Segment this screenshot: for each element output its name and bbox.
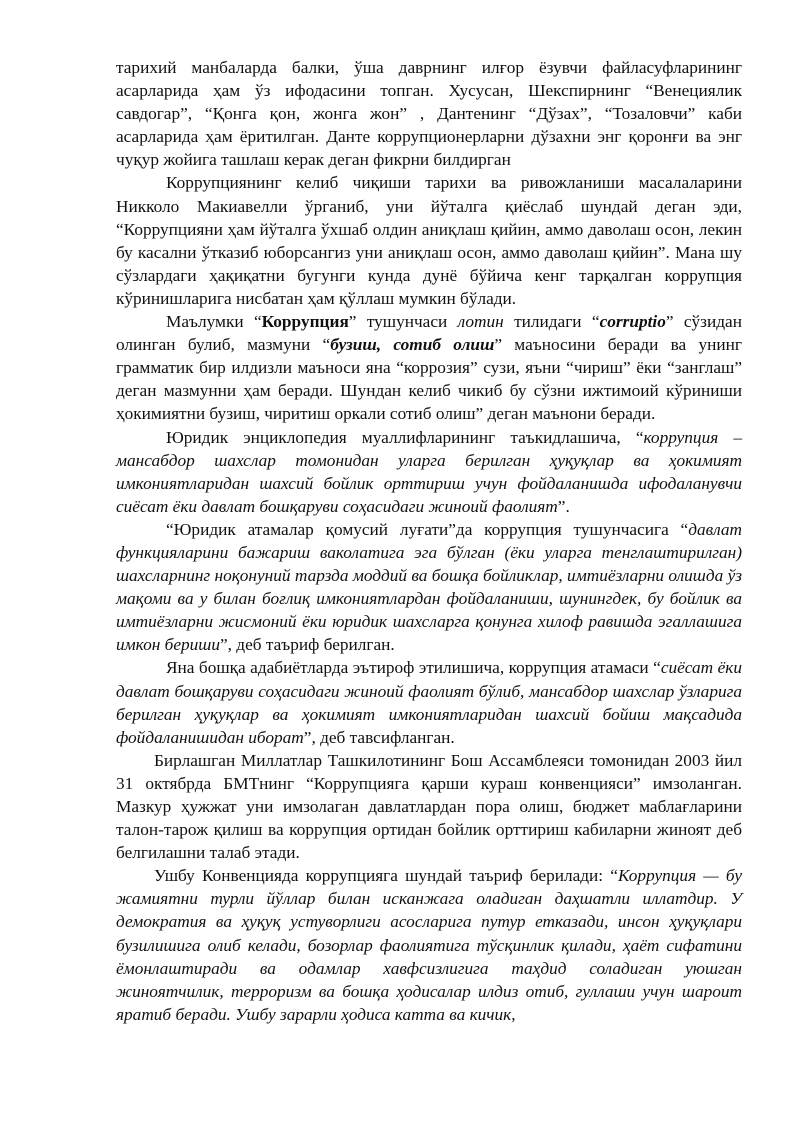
paragraph-8 [116,864,742,1026]
paragraph-3 [116,310,742,425]
text-run: Бирлашган Миллатлар Ташкилотининг Бош Ассамблеяси томонидан 2003 йил 31 октябрда БМТнинг “Коррупцияга қарши кураш конвенцияси” имзоланган. Мазкур ҳужжат уни имзолаган давлатлардан пора олиш, бюджет маблағларини талон-тарож қилиш ва коррупция ортидан бойлик орттириш кабиларни жиноят деб белгилашни талаб этади. [116,750,742,863]
text-run: Маълумки “ [166,312,262,332]
term-bold: Коррупция [261,312,349,332]
text-run: ” маъносини беради ва унинг грамматик бир илдизли маъноси яна “коррозия” сузи, яъни “чириш” ёки “занглаш” деган мазмунни ҳам беради. Шундан келиб чикиб бу сўзни ижтимоий кўриниши ҳокимиятни бузиш, чиритиш оркали сотиб олиш” деган маънони беради. [116,335,742,424]
text-run: “Юридик атамалар қомусий луғати”да коррупция тушунчасига “ [166,519,689,539]
term-italic: лотин [457,312,504,332]
paragraph-1 [116,56,742,171]
definition-italic: давлат функцияларини бажариш ваколатига эга бўлган (ёки уларга тенглаштирилган) шахсларнинг ноқонуний тарзда моддий ва бошқа бойликлар, имтиёзларни олишда ўз мақоми ва у билан боғлиқ имкониятлардан фойдаланиши, шунингдек, бу бойлик ва имтиёзларни жисмоний ёки юридик шахсларга қонунга хилоф равишда эгаллашига имкон бериши [116,519,742,655]
text-run: ” тушунчаси [348,312,458,332]
term-bold-italic: corruptio [599,312,666,332]
paragraph-4 [116,426,742,518]
text-run: ”, деб таъриф берилган. [219,635,395,655]
text-run: Яна бошқа адабиётларда эътироф этилишича, коррупция атамаси “ [166,658,661,678]
text-run: тарихий манбаларда балки, ўша даврнинг илғор ёзувчи файласуфларининг асарларида ҳам ўз ифодасини топган. Хусусан, Шекспирнинг “Венециялик савдогар”, “Қонга қон, жонга жон” , Дантенинг “Дўзах”, “Тозаловчи” каби асарларида ҳам ёритилган. Данте коррупционерларни дўзахни энг қоронғи ва энг чуқур жойига ташлаш керак деган фикрни билдирган [116,58,742,170]
text-run: Ушбу Конвенцияда коррупцияга шундай таъриф берилади: “ [154,866,618,886]
paragraph-5 [116,518,742,657]
definition-italic: Коррупция — бу жамиятни турли йўллар билан исканжага оладиган даҳшатли иллатдир. У демократия ва ҳуқуқ устуворлиги асосларига путур етказади, инсон ҳуқуқлари бузилишига олиб келади, бозорлар фаолиятига тўсқинлик қилади, ҳаёт сифатини ёмонлаштиради ва одамлар хавфсизлигига таҳдид соладиган уюшган жиноятчилик, терроризм ва бошқа ҳодисалар илдиз отиб, гуллаши учун шароит яратиб беради. Ушбу зарарли ҳодиса катта ва кичик, [116,866,742,1024]
paragraph-6 [116,656,742,748]
text-run: ”, деб тавсифланган. [303,727,455,747]
definition-italic: коррупция – мансабдор шахслар томонидан уларга берилган ҳуқуқлар ва ҳокимият имкониятларидан шахсий бойлик орттириш учун фойдаланишда ифодаланувчи сиёсат ёки давлат бошқаруви соҳасидаги жиноий фаолият [116,427,742,516]
text-run: ”. [557,496,570,516]
paragraph-7 [116,749,742,864]
text-run: ” сўзидан олинган булиб, мазмуни “ [116,312,742,355]
document-page [116,56,742,1026]
paragraph-2 [116,171,742,310]
text-run: тилидаги “ [503,312,600,332]
definition-italic: сиёсат ёки давлат бошқаруви соҳасидаги жиноий фаолият бўлиб, мансабдор шахслар ўзларига берилган ҳуқуқлар ва ҳокимият имкониятларидан шахсий бойиш мақсадида фойдаланишидан иборат [116,658,742,747]
text-run: Коррупциянинг келиб чиқиши тарихи ва ривожланиши масалаларини Никколо Макиавелли ўрганиб, уни йўталга қиёслаб шундай деган эди, “Коррупцияни ҳам йўталга ўхшаб олдин аниқлаш қийин, аммо даволаш осон, лекин бу касални ўтказиб юборсангиз уни аниқлаш осон, аммо даволаш қийин”. Мана шу сўзлардаги ҳақиқатни бугунги кунда дунё бўйича кенг тарқалган коррупция кўринишларига нисбатан ҳам қўллаш мумкин бўлади. [116,173,742,308]
text-run: Юридик энциклопедия муаллифларининг таъкидлашича, “ [166,427,644,447]
term-bold-italic: бузиш, сотиб олиш [330,335,495,355]
